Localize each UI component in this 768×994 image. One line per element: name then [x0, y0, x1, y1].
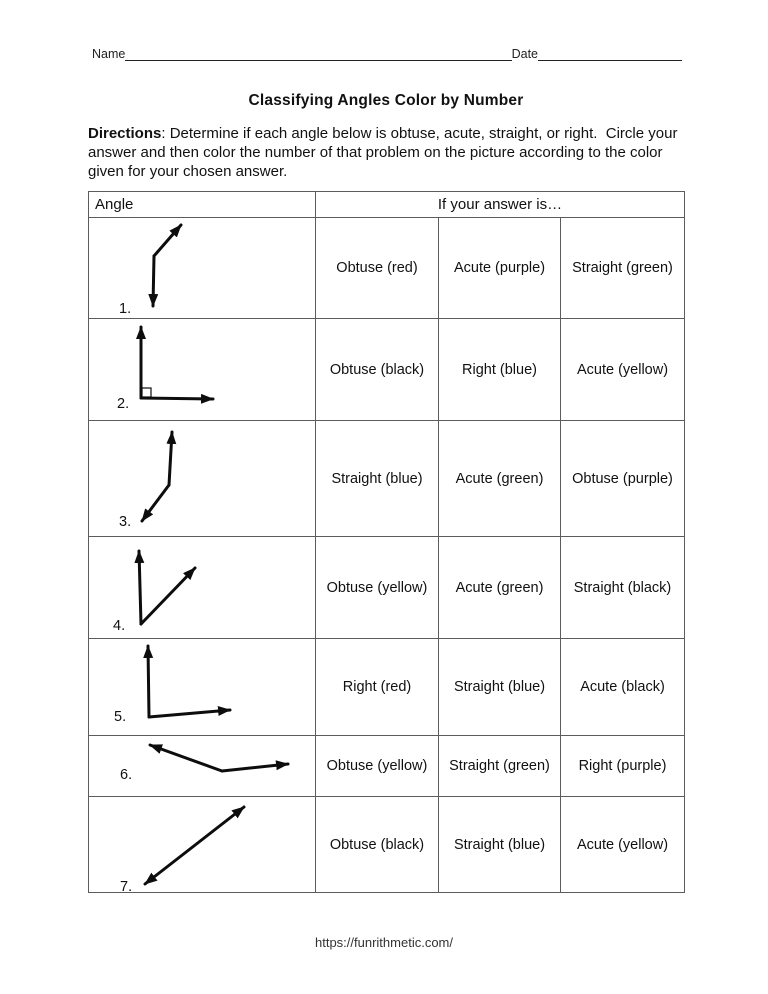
answer-option[interactable]: Acute (yellow) — [561, 319, 685, 421]
angles-table — [88, 191, 685, 893]
angle-cell — [89, 421, 316, 537]
table-header-row — [89, 192, 685, 218]
angle-cell — [89, 218, 316, 319]
answer-option[interactable]: Straight (green) — [561, 218, 685, 319]
answer-option[interactable]: Obtuse (yellow) — [316, 736, 439, 797]
table-row — [89, 421, 685, 537]
angle-cell — [89, 797, 316, 893]
problem-number: 7. — [120, 879, 133, 893]
angle-cell — [89, 639, 316, 736]
name-label: Name — [92, 47, 126, 61]
answer-option[interactable]: Acute (purple) — [439, 218, 561, 319]
problem-number: 1. — [119, 301, 132, 317]
problem-number: 5. — [114, 709, 127, 725]
straight-angle-figure — [89, 797, 315, 892]
answer-option[interactable]: Acute (yellow) — [561, 797, 685, 893]
problem-number: 2. — [117, 396, 130, 412]
answer-option[interactable]: Obtuse (red) — [316, 218, 439, 319]
answer-option[interactable]: Obtuse (black) — [316, 319, 439, 421]
angle-cell — [89, 537, 316, 639]
answer-option[interactable]: Acute (green) — [439, 421, 561, 537]
answer-option[interactable]: Right (purple) — [561, 736, 685, 797]
angle-column-header: Angle — [89, 192, 316, 218]
answer-option[interactable]: Acute (green) — [439, 537, 561, 639]
table-row — [89, 537, 685, 639]
obtuse-angle-figure — [89, 736, 315, 796]
directions-label: Directions — [88, 125, 162, 142]
footer-url[interactable]: https://funrithmetic.com/ — [315, 935, 453, 950]
angle-cell — [89, 736, 316, 797]
answer-option[interactable]: Acute (black) — [561, 639, 685, 736]
answer-option[interactable]: Straight (blue) — [316, 421, 439, 537]
table-row — [89, 639, 685, 736]
answer-option[interactable]: Obtuse (yellow) — [316, 537, 439, 639]
table-row — [89, 218, 685, 319]
answer-option[interactable]: Obtuse (black) — [316, 797, 439, 893]
answer-option[interactable]: Straight (blue) — [439, 797, 561, 893]
answer-option[interactable]: Straight (black) — [561, 537, 685, 639]
answer-option[interactable]: Obtuse (purple) — [561, 421, 685, 537]
directions-text: Directions: Determine if each angle below is obtuse, acute, straight, or right. Circle your answer and then color the number of that problem on the picture according to the color given for your chosen answer. — [88, 125, 682, 180]
table-row — [89, 736, 685, 797]
problem-number: 4. — [113, 618, 126, 634]
table-row — [89, 319, 685, 421]
answer-option[interactable]: Straight (blue) — [439, 639, 561, 736]
date-label: Date — [511, 47, 538, 61]
answer-column-header: If your answer is… — [316, 192, 685, 218]
answer-option[interactable]: Right (blue) — [439, 319, 561, 421]
angle-cell — [89, 319, 316, 421]
answer-option[interactable]: Right (red) — [316, 639, 439, 736]
name-date-row — [92, 46, 682, 61]
problem-number: 3. — [119, 514, 132, 530]
right-angle-square-mark — [142, 388, 151, 397]
table-row — [89, 797, 685, 893]
problem-number: 6. — [120, 767, 133, 783]
name-input-line[interactable] — [125, 46, 511, 61]
date-input-line[interactable] — [538, 46, 682, 61]
page-title: Classifying Angles Color by Number — [248, 92, 524, 109]
answer-option[interactable]: Straight (green) — [439, 736, 561, 797]
